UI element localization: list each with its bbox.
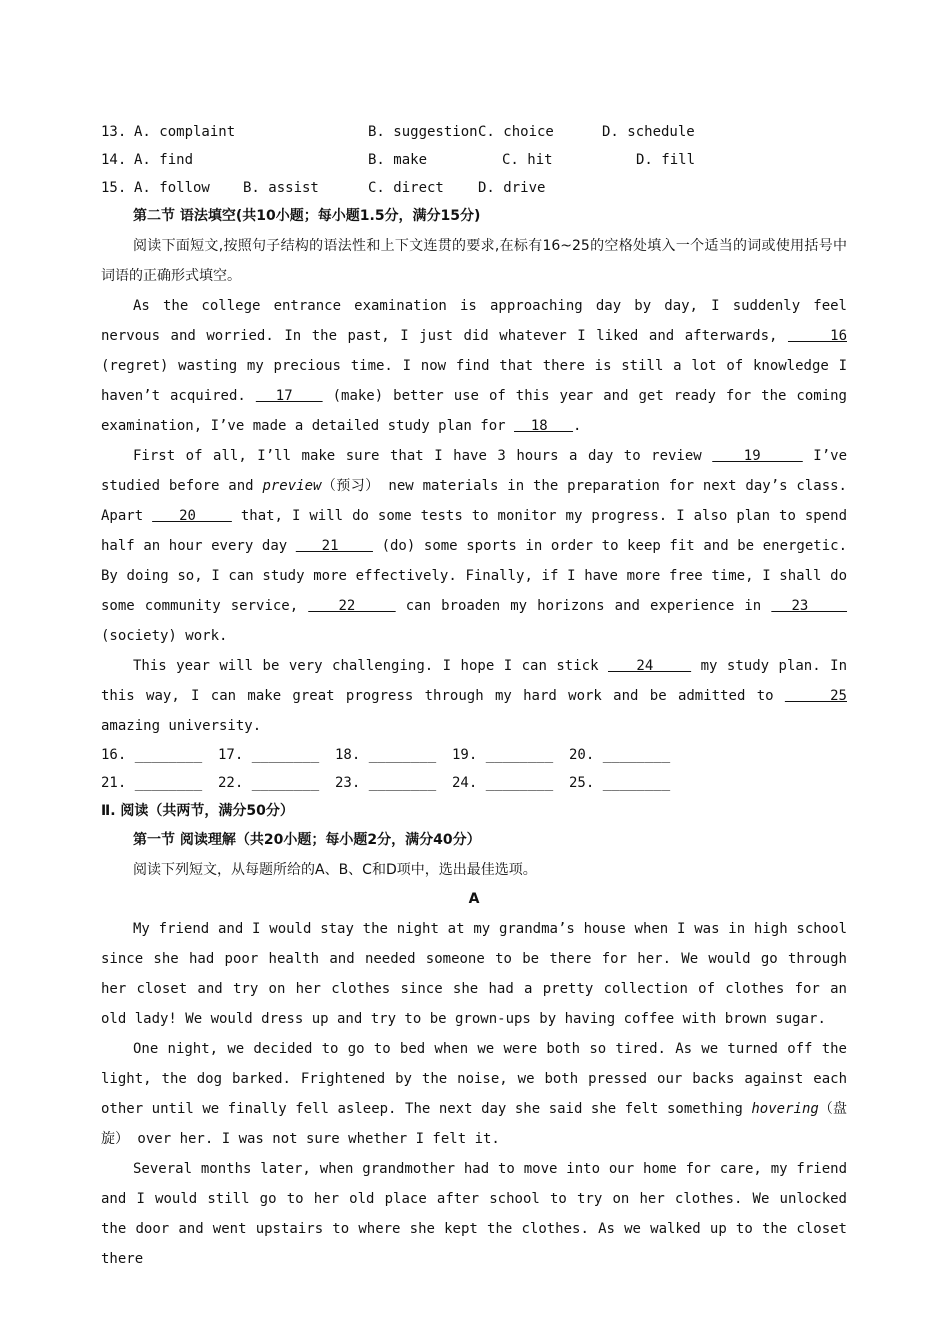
question-number: 13. [101,124,127,140]
option-d: D. fill [636,152,696,168]
grammar-paragraph-3 [101,651,847,741]
answer-24[interactable]: 24. ________ [452,775,554,791]
blank-25: 25 [784,688,847,704]
answer-18[interactable]: 18. ________ [335,747,437,763]
reading-section-title: Ⅱ. 阅读（共两节，满分50分） [101,803,294,819]
option-b: B. suggestion [368,124,478,140]
text: As the college entrance examination is approaching day by day, I suddenly feel nervous and worried. In the past, I just did whatever I liked and afterwards, [101,298,847,344]
text: that, I will do some tests to monitor my progress. I also plan to spend half an hour every day [101,508,848,554]
answer-lines [101,741,847,797]
question-number: 15. [101,180,127,196]
grammar-paragraph-1 [101,291,847,441]
blank-21: 21 [295,538,373,554]
grammar-heading: 第二节 语法填空(共10小题；每小题1.5分，满分15分) [133,208,481,224]
text: (society) work. [101,628,228,644]
blank-24: 24 [608,658,692,674]
answer-21[interactable]: 21. ________ [101,775,203,791]
option-row-13 [101,118,847,146]
blank-23: 23 [771,598,848,614]
text: (do) some sports in order to keep fit and be energetic. By doing so, I can study more effectively. Finally, if I have more free time, I shall do some community service, [101,538,847,614]
answer-20[interactable]: 20. ________ [569,747,671,763]
option-c: C. hit [502,152,553,168]
answer-16[interactable]: 16. ________ [101,747,203,763]
text: One night, we decided to go to bed when we were both so tired. As we turned off the light, the dog barked. Frightened by the noise, we both pressed our backs against each other until we finally fell asleep. The next day she said she felt something [101,1041,847,1117]
reading-instruction: 阅读下列短文，从每题所给的A、B、C和D项中，选出最佳选项。 [133,862,537,878]
answer-25[interactable]: 25. ________ [569,775,671,791]
option-b: B. make [368,152,428,168]
text: amazing university. [101,718,262,734]
question-number: 14. [101,152,127,168]
option-c: C. direct [368,180,444,196]
italic-word: hovering [751,1101,819,1117]
text: can broaden my horizons and experience in [395,598,772,614]
italic-word: preview [262,478,322,494]
reading-paragraph-3: Several months later, when grandmother had to move into our home for care, my friend and I would still go to her old place after school to try on her clothes. We unlocked the door and went upstairs to where she kept the clothes. As we walked up to the closet there [101,1161,847,1267]
text: (regret) wasting my precious time. I now find that there is still a lot of knowledge I haven’t acquired. [101,358,847,404]
exam-page [101,118,847,1274]
answer-17[interactable]: 17. ________ [218,747,320,763]
answer-22[interactable]: 22. ________ [218,775,320,791]
grammar-instruction: 阅读下面短文,按照句子结构的语法性和上下文连贯的要求,在标有16~25的空格处填入一个适当的词或使用括号中词语的正确形式填空。 [101,238,847,284]
option-b: B. assist [243,180,319,196]
grammar-paragraph-2 [101,441,847,651]
text: （预习） new materials in the preparation for next day’s class. Apart [101,478,847,524]
options-block [101,118,847,202]
blank-19: 19 [712,448,803,464]
blank-16: 16 [787,328,847,344]
option-a: A. complaint [134,124,236,140]
text: . [573,418,582,434]
option-row-15 [101,174,847,202]
answer-row-2 [101,769,847,797]
reading-paragraph-2 [101,1034,847,1154]
answer-row-1 [101,741,847,769]
option-row-14 [101,146,847,174]
option-d: D. schedule [602,124,695,140]
answer-19[interactable]: 19. ________ [452,747,554,763]
blank-20: 20 [152,508,232,524]
answer-23[interactable]: 23. ________ [335,775,437,791]
option-a: A. find [134,152,194,168]
text: First of all, I’ll make sure that I have 3 hours a day to review [133,448,713,464]
reading-heading: 第一节 阅读理解（共20小题；每小题2分，满分40分） [133,832,481,848]
reading-paragraph-1: My friend and I would stay the night at my grandma’s house when I was in high school since she had poor health and needed someone to be there for her. We would go through her closet and try on her clothes since she had a pretty collection of clothes for an old lady! We would dress up and try to be grown-ups by having coffee with brown sugar. [101,921,847,1027]
blank-22: 22 [308,598,396,614]
text: (make) better use of this year and get ready for the coming examination, I’ve made a detailed study plan for [101,388,847,434]
text: This year will be very challenging. I hope I can stick [133,658,608,674]
text: （盘旋） over her. I was not sure whether I felt it. [101,1101,848,1147]
blank-18: 18 [514,418,574,434]
option-a: A. follow [134,180,210,196]
option-c: C. choice [478,124,554,140]
option-d: D. drive [478,180,546,196]
blank-17: 17 [255,388,323,404]
text: I’ve studied before and [101,448,848,494]
text: my study plan. In this way, I can make great progress through my hard work and be admitted to [101,658,847,704]
passage-label: A [468,891,480,907]
